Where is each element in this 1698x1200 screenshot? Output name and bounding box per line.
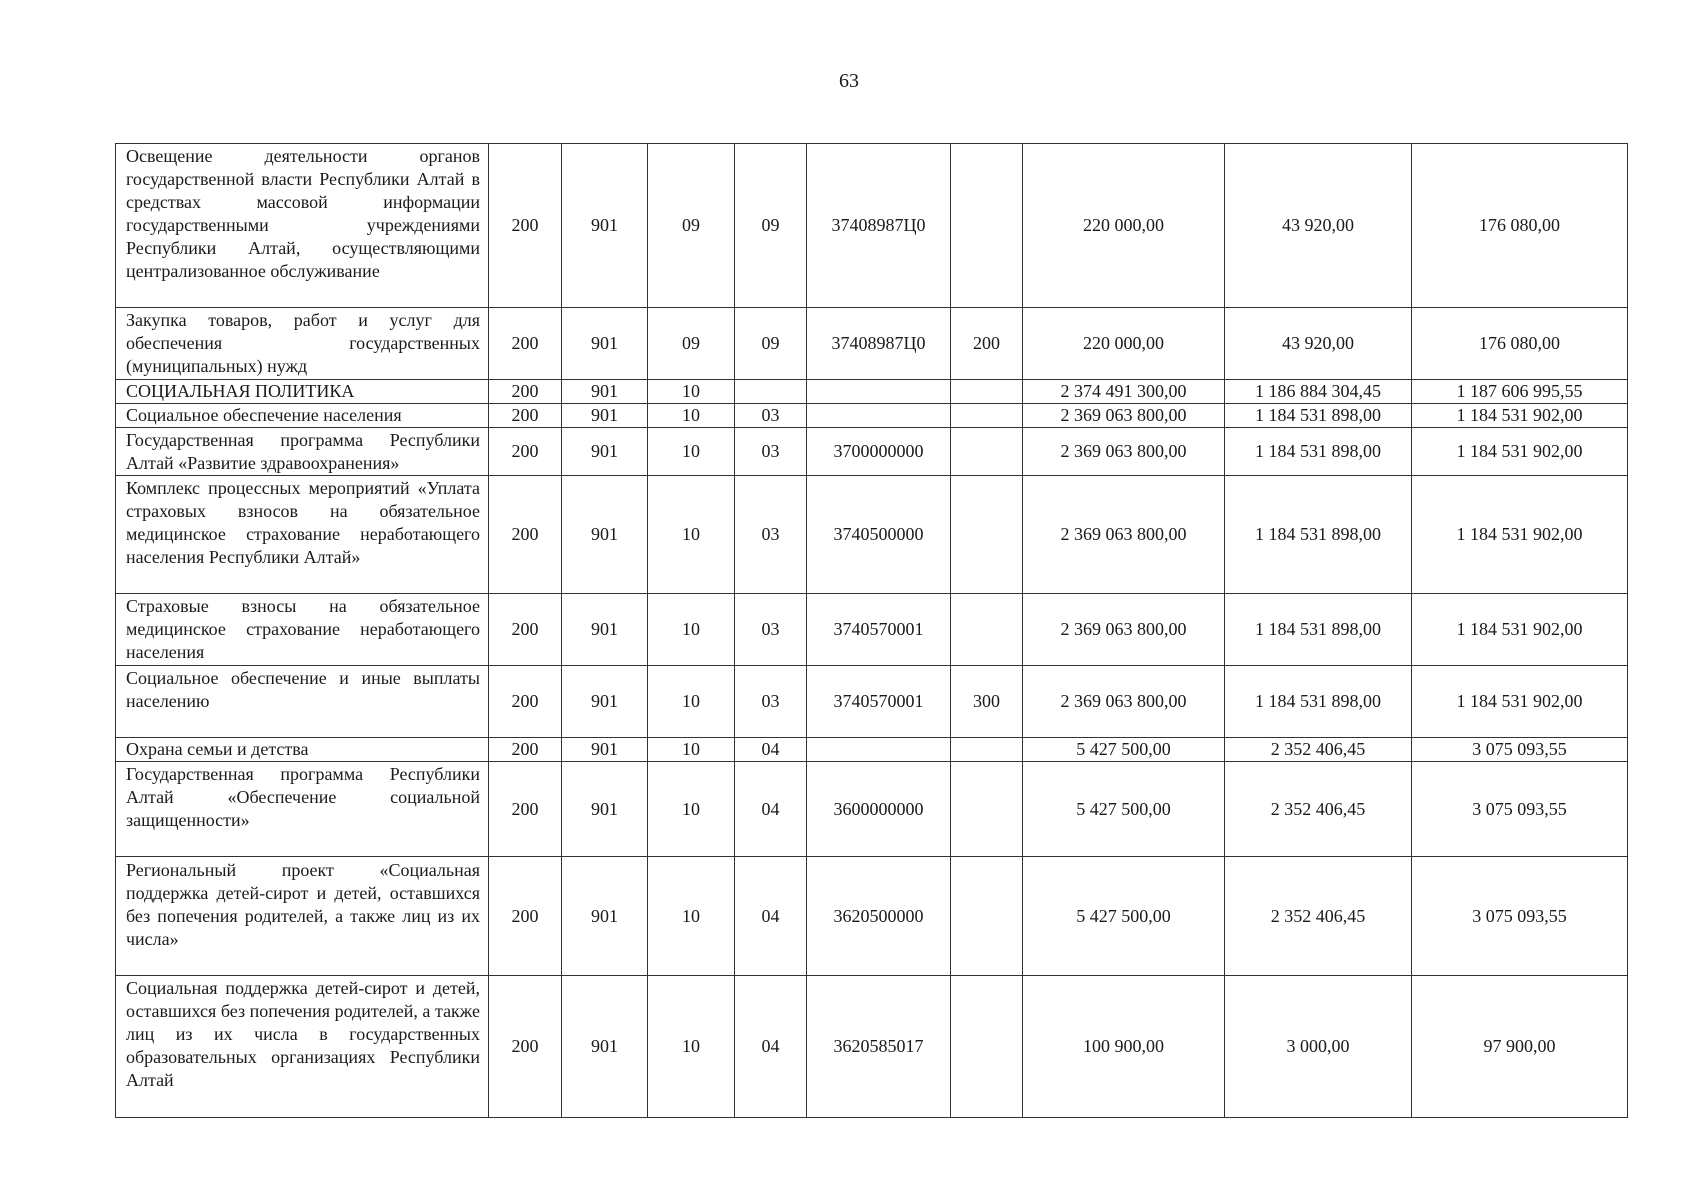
cell-c1: 200 xyxy=(489,666,562,738)
cell-c4: 09 xyxy=(735,308,807,380)
cell-c5: 3740570001 xyxy=(807,666,951,738)
cell-c6 xyxy=(951,762,1023,857)
row-name: Закупка товаров, работ и услуг для обеспечения государственных (муниципальных) нужд xyxy=(116,308,489,380)
cell-c1: 200 xyxy=(489,476,562,594)
cell-c9: 176 080,00 xyxy=(1412,144,1628,308)
cell-c9: 97 900,00 xyxy=(1412,976,1628,1118)
cell-c9: 1 184 531 902,00 xyxy=(1412,428,1628,476)
cell-c6 xyxy=(951,404,1023,428)
cell-c4: 09 xyxy=(735,144,807,308)
cell-c3: 10 xyxy=(648,404,735,428)
cell-c7: 2 369 063 800,00 xyxy=(1023,404,1225,428)
cell-c8: 2 352 406,45 xyxy=(1225,762,1412,857)
cell-c8: 1 184 531 898,00 xyxy=(1225,666,1412,738)
cell-c5: 3700000000 xyxy=(807,428,951,476)
cell-c3: 10 xyxy=(648,476,735,594)
cell-c2: 901 xyxy=(562,594,648,666)
cell-c5: 3620585017 xyxy=(807,976,951,1118)
page-number: 63 xyxy=(839,70,859,92)
cell-c2: 901 xyxy=(562,857,648,976)
row-name: Комплекс процессных мероприятий «Уплата страховых взносов на обязательное медицинское страхование неработающего населения Республики Алтай» xyxy=(116,476,489,594)
cell-c9: 3 075 093,55 xyxy=(1412,738,1628,762)
table-row xyxy=(116,404,1628,428)
cell-c7: 2 369 063 800,00 xyxy=(1023,594,1225,666)
table-row xyxy=(116,976,1628,1118)
cell-c4: 04 xyxy=(735,762,807,857)
table-row xyxy=(116,476,1628,594)
cell-c4 xyxy=(735,380,807,404)
cell-c4: 03 xyxy=(735,428,807,476)
cell-c7: 2 369 063 800,00 xyxy=(1023,428,1225,476)
cell-c2: 901 xyxy=(562,976,648,1118)
cell-c2: 901 xyxy=(562,404,648,428)
cell-c4: 04 xyxy=(735,738,807,762)
cell-c1: 200 xyxy=(489,857,562,976)
cell-c5 xyxy=(807,404,951,428)
cell-c8: 2 352 406,45 xyxy=(1225,857,1412,976)
cell-c7: 5 427 500,00 xyxy=(1023,762,1225,857)
cell-c5: 37408987Ц0 xyxy=(807,308,951,380)
cell-c7: 2 369 063 800,00 xyxy=(1023,666,1225,738)
table-row xyxy=(116,144,1628,308)
cell-c1: 200 xyxy=(489,428,562,476)
cell-c6 xyxy=(951,738,1023,762)
cell-c5: 3740570001 xyxy=(807,594,951,666)
row-name: Освещение деятельности органов государственной власти Республики Алтай в средствах массовой информации государственными учреждениями Республики Алтай, осуществляющими централизованное обслуживание xyxy=(116,144,489,308)
table-row xyxy=(116,428,1628,476)
cell-c2: 901 xyxy=(562,738,648,762)
cell-c7: 2 374 491 300,00 xyxy=(1023,380,1225,404)
cell-c9: 1 184 531 902,00 xyxy=(1412,404,1628,428)
table-row xyxy=(116,308,1628,380)
cell-c7: 5 427 500,00 xyxy=(1023,738,1225,762)
cell-c1: 200 xyxy=(489,738,562,762)
cell-c6 xyxy=(951,857,1023,976)
table-row xyxy=(116,666,1628,738)
row-name: Государственная программа Республики Алтай «Обеспечение социальной защищенности» xyxy=(116,762,489,857)
cell-c2: 901 xyxy=(562,762,648,857)
row-name: Социальное обеспечение и иные выплаты населению xyxy=(116,666,489,738)
cell-c7: 2 369 063 800,00 xyxy=(1023,476,1225,594)
row-name: Социальная поддержка детей-сирот и детей, оставшихся без попечения родителей, а также лиц из их числа в государственных образовательных организациях Республики Алтай xyxy=(116,976,489,1118)
cell-c5: 3620500000 xyxy=(807,857,951,976)
cell-c1: 200 xyxy=(489,976,562,1118)
cell-c7: 220 000,00 xyxy=(1023,144,1225,308)
cell-c5: 37408987Ц0 xyxy=(807,144,951,308)
cell-c9: 1 184 531 902,00 xyxy=(1412,594,1628,666)
cell-c3: 10 xyxy=(648,428,735,476)
cell-c6 xyxy=(951,428,1023,476)
cell-c9: 176 080,00 xyxy=(1412,308,1628,380)
cell-c3: 09 xyxy=(648,144,735,308)
row-name: Социальное обеспечение населения xyxy=(116,404,489,428)
cell-c4: 03 xyxy=(735,404,807,428)
cell-c1: 200 xyxy=(489,144,562,308)
cell-c2: 901 xyxy=(562,144,648,308)
cell-c4: 03 xyxy=(735,666,807,738)
cell-c7: 220 000,00 xyxy=(1023,308,1225,380)
table-row xyxy=(116,762,1628,857)
cell-c1: 200 xyxy=(489,404,562,428)
cell-c3: 10 xyxy=(648,594,735,666)
row-name: Охрана семьи и детства xyxy=(116,738,489,762)
cell-c9: 3 075 093,55 xyxy=(1412,857,1628,976)
table-row xyxy=(116,857,1628,976)
cell-c3: 09 xyxy=(648,308,735,380)
cell-c9: 1 187 606 995,55 xyxy=(1412,380,1628,404)
cell-c3: 10 xyxy=(648,738,735,762)
cell-c3: 10 xyxy=(648,380,735,404)
cell-c4: 03 xyxy=(735,594,807,666)
cell-c5: 3600000000 xyxy=(807,762,951,857)
cell-c9: 3 075 093,55 xyxy=(1412,762,1628,857)
cell-c3: 10 xyxy=(648,762,735,857)
cell-c1: 200 xyxy=(489,380,562,404)
cell-c3: 10 xyxy=(648,857,735,976)
row-name: Страховые взносы на обязательное медицинское страхование неработающего населения xyxy=(116,594,489,666)
table-row xyxy=(116,594,1628,666)
cell-c8: 3 000,00 xyxy=(1225,976,1412,1118)
table-row xyxy=(116,738,1628,762)
table-row xyxy=(116,380,1628,404)
cell-c6: 200 xyxy=(951,308,1023,380)
cell-c2: 901 xyxy=(562,380,648,404)
row-name: Региональный проект «Социальная поддержка детей-сирот и детей, оставшихся без попечения родителей, а также лиц из их числа» xyxy=(116,857,489,976)
cell-c6 xyxy=(951,594,1023,666)
cell-c5 xyxy=(807,738,951,762)
cell-c8: 1 184 531 898,00 xyxy=(1225,428,1412,476)
cell-c1: 200 xyxy=(489,308,562,380)
cell-c4: 04 xyxy=(735,976,807,1118)
cell-c2: 901 xyxy=(562,476,648,594)
cell-c2: 901 xyxy=(562,428,648,476)
budget-table xyxy=(115,143,1628,1118)
cell-c6 xyxy=(951,976,1023,1118)
cell-c6 xyxy=(951,476,1023,594)
cell-c7: 5 427 500,00 xyxy=(1023,857,1225,976)
cell-c5 xyxy=(807,380,951,404)
cell-c6 xyxy=(951,144,1023,308)
cell-c8: 43 920,00 xyxy=(1225,144,1412,308)
cell-c1: 200 xyxy=(489,594,562,666)
cell-c4: 04 xyxy=(735,857,807,976)
cell-c8: 2 352 406,45 xyxy=(1225,738,1412,762)
cell-c8: 1 184 531 898,00 xyxy=(1225,476,1412,594)
cell-c8: 1 184 531 898,00 xyxy=(1225,404,1412,428)
cell-c6: 300 xyxy=(951,666,1023,738)
cell-c9: 1 184 531 902,00 xyxy=(1412,666,1628,738)
cell-c2: 901 xyxy=(562,666,648,738)
cell-c3: 10 xyxy=(648,666,735,738)
row-name: СОЦИАЛЬНАЯ ПОЛИТИКА xyxy=(116,380,489,404)
cell-c9: 1 184 531 902,00 xyxy=(1412,476,1628,594)
cell-c8: 43 920,00 xyxy=(1225,308,1412,380)
row-name: Государственная программа Республики Алтай «Развитие здравоохранения» xyxy=(116,428,489,476)
cell-c4: 03 xyxy=(735,476,807,594)
cell-c3: 10 xyxy=(648,976,735,1118)
cell-c8: 1 186 884 304,45 xyxy=(1225,380,1412,404)
cell-c2: 901 xyxy=(562,308,648,380)
cell-c1: 200 xyxy=(489,762,562,857)
cell-c6 xyxy=(951,380,1023,404)
cell-c5: 3740500000 xyxy=(807,476,951,594)
cell-c7: 100 900,00 xyxy=(1023,976,1225,1118)
cell-c8: 1 184 531 898,00 xyxy=(1225,594,1412,666)
